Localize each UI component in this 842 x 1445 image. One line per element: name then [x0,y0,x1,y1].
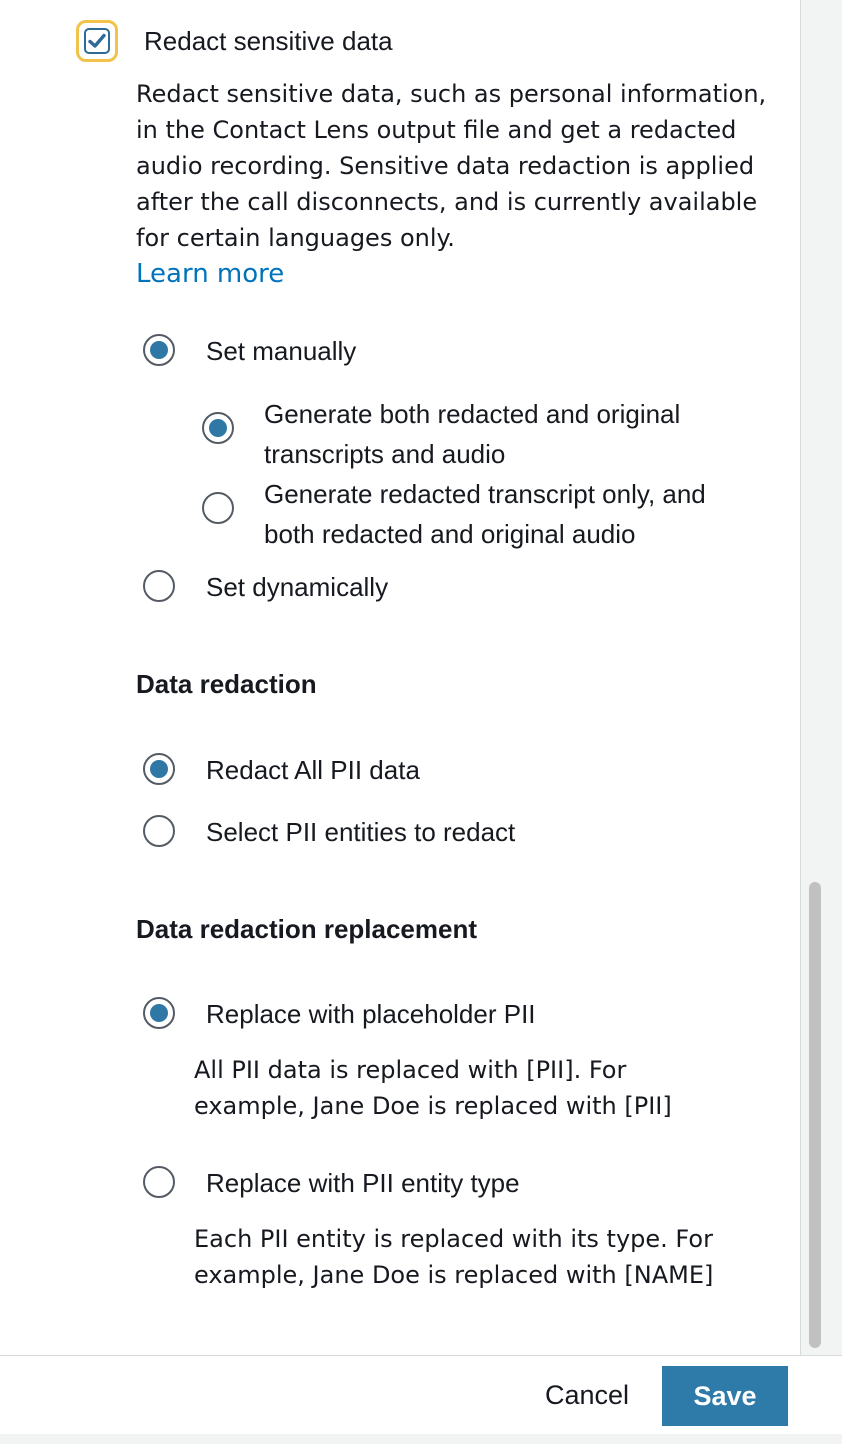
panel-divider [800,0,801,1355]
placeholder-desc-line1: All PII data is replaced with [PII]. For [194,1056,627,1084]
generate-redacted-only-radio[interactable] [202,492,234,524]
placeholder-desc-line2: example, Jane Doe is replaced with [PII] [194,1092,672,1120]
set-manually-radio[interactable] [143,334,175,366]
data-redaction-heading: Data redaction [136,669,317,699]
generate-redacted-only-label-line2: both redacted and original audio [264,519,636,549]
radio-selected-dot [150,760,168,778]
radio-selected-dot [150,1004,168,1022]
replace-entity-type-label[interactable]: Replace with PII entity type [206,1168,520,1198]
redact-checkbox-label[interactable]: Redact sensitive data [144,26,393,56]
bottom-strip [0,1434,842,1444]
redact-all-pii-radio[interactable] [143,753,175,785]
generate-redacted-only-label-line1: Generate redacted transcript only, and [264,479,706,509]
replace-entity-type-description [194,1221,713,1293]
generate-both-radio[interactable] [202,412,234,444]
entity-desc-line2: example, Jane Doe is replaced with [NAME] [194,1261,714,1289]
replace-entity-type-radio[interactable] [143,1166,175,1198]
entity-desc-line1: Each PII entity is replaced with its type. For [194,1225,713,1253]
redact-description-text: Redact sensitive data, such as personal information, in the Contact Lens output file and get a redacted audio recording. Sensitive data redaction is applied after the call disconnects, and is currently available for certain languages only. [136,80,767,252]
scrollbar-thumb[interactable] [809,882,821,1348]
set-dynamically-label[interactable]: Set dynamically [206,572,389,602]
generate-redacted-only-label[interactable] [264,474,706,554]
select-pii-entities-label[interactable]: Select PII entities to redact [206,817,516,847]
select-pii-entities-radio[interactable] [143,815,175,847]
radio-selected-dot [209,419,227,437]
checkbox-box [84,28,110,54]
generate-both-label-line2: transcripts and audio [264,439,506,469]
save-button[interactable]: Save [662,1366,788,1426]
redact-all-pii-label[interactable]: Redact All PII data [206,755,420,785]
learn-more-link[interactable]: Learn more [136,259,285,289]
radio-selected-dot [150,341,168,359]
redact-description [136,76,786,292]
redact-sensitive-data-checkbox[interactable] [76,20,118,62]
data-redaction-replacement-heading: Data redaction replacement [136,914,478,944]
cancel-button[interactable]: Cancel [544,1379,630,1410]
generate-both-label-line1: Generate both redacted and original [264,399,681,429]
replace-placeholder-radio[interactable] [143,997,175,1029]
replace-placeholder-description [194,1052,672,1124]
set-manually-label[interactable]: Set manually [206,336,357,366]
checkmark-icon [86,30,108,52]
set-dynamically-radio[interactable] [143,570,175,602]
replace-placeholder-label[interactable]: Replace with placeholder PII [206,999,536,1029]
generate-both-label[interactable] [264,394,680,474]
